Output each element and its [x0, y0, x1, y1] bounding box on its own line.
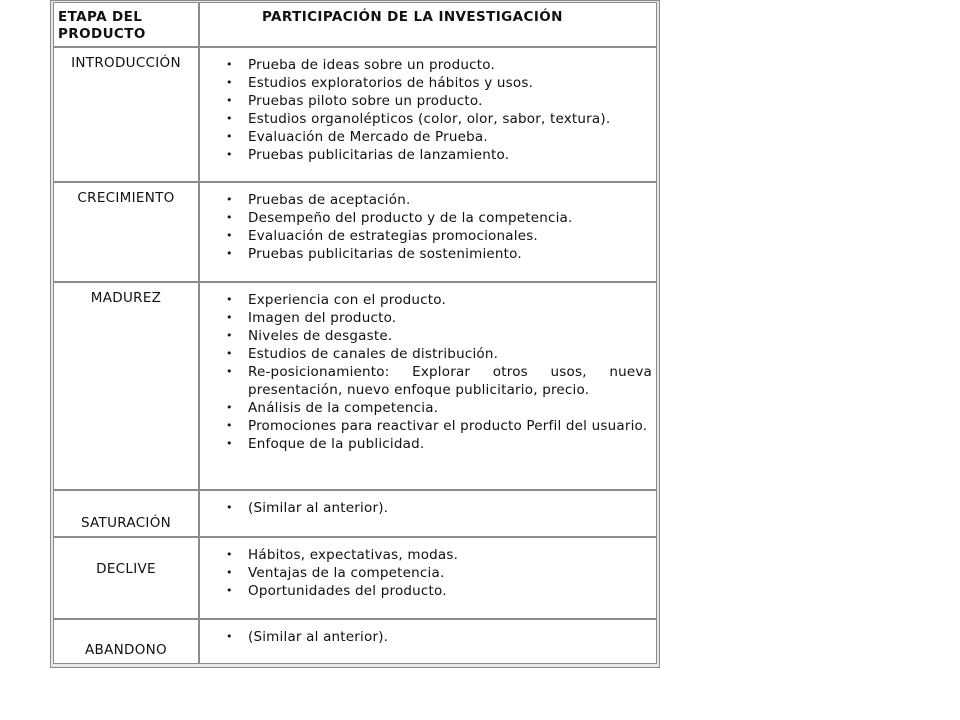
stage-label: MADUREZ — [90, 290, 162, 306]
bullet-list — [200, 491, 656, 517]
table-row-declive — [53, 537, 657, 619]
list-item: • Enfoque de la publicidad. — [226, 435, 652, 453]
table-row-abandono — [53, 619, 657, 664]
items-cell — [199, 619, 657, 664]
stage-cell — [53, 537, 199, 619]
list-item: • Hábitos, expectativas, modas. — [226, 546, 652, 564]
table-row-madurez — [53, 282, 657, 490]
header-participation — [199, 2, 657, 47]
table-row-introduccion — [53, 47, 657, 182]
stage-label: DECLIVE — [96, 561, 156, 577]
stage-label: SATURACIÓN — [80, 515, 172, 531]
stage-cell — [53, 619, 199, 664]
list-item: • Evaluación de estrategias promocionales. — [226, 227, 652, 245]
stage-label: INTRODUCCIÓN — [71, 55, 181, 71]
list-item: • (Similar al anterior). — [226, 499, 652, 517]
stage-cell — [53, 182, 199, 282]
list-item: • Imagen del producto. — [226, 309, 652, 327]
list-item: • Desempeño del producto y de la competencia. — [226, 209, 652, 227]
list-item: • Pruebas de aceptación. — [226, 191, 652, 209]
list-item: • Ventajas de la competencia. — [226, 564, 652, 582]
header-stage-label: ETAPA DEL PRODUCTO — [58, 9, 146, 42]
list-item: • Estudios organolépticos (color, olor, sabor, textura). — [226, 110, 652, 128]
list-item: • Análisis de la competencia. — [226, 399, 652, 417]
stage-cell — [53, 47, 199, 182]
items-cell — [199, 182, 657, 282]
list-item: • Pruebas publicitarias de lanzamiento. — [226, 146, 652, 164]
list-item: • Evaluación de Mercado de Prueba. — [226, 128, 652, 146]
list-item: • Pruebas piloto sobre un producto. — [226, 92, 652, 110]
header-stage — [53, 2, 199, 47]
bullet-list — [200, 48, 656, 164]
list-item: • Oportunidades del producto. — [226, 582, 652, 600]
header-participation-label: PARTICIPACIÓN DE LA INVESTIGACIÓN — [262, 9, 563, 25]
list-item: • Promociones para reactivar el producto Perfil del usuario. — [226, 417, 652, 435]
list-item: • Pruebas publicitarias de sostenimiento. — [226, 245, 652, 263]
table-row-crecimiento — [53, 182, 657, 282]
bullet-list — [200, 620, 656, 646]
stage-label: ABANDONO — [85, 642, 167, 658]
table-row-saturacion — [53, 490, 657, 537]
items-cell — [199, 47, 657, 182]
research-participation-table — [53, 2, 657, 664]
items-cell — [199, 282, 657, 490]
items-cell — [199, 490, 657, 537]
list-item: • Re-posicionamiento: Explorar otros usos, nueva presentación, nuevo enfoque publicitario, precio. — [226, 363, 652, 399]
bullet-list — [200, 283, 656, 453]
list-item: • Estudios exploratorios de hábitos y usos. — [226, 74, 652, 92]
stage-label: CRECIMIENTO — [77, 190, 175, 206]
bullet-list — [200, 183, 656, 263]
items-cell — [199, 537, 657, 619]
list-item: • Niveles de desgaste. — [226, 327, 652, 345]
list-item: • Estudios de canales de distribución. — [226, 345, 652, 363]
list-item: • Experiencia con el producto. — [226, 291, 652, 309]
stage-cell — [53, 282, 199, 490]
table-header-row — [53, 2, 657, 47]
stage-cell — [53, 490, 199, 537]
bullet-list — [200, 538, 656, 600]
list-item: • (Similar al anterior). — [226, 628, 652, 646]
list-item: • Prueba de ideas sobre un producto. — [226, 56, 652, 74]
